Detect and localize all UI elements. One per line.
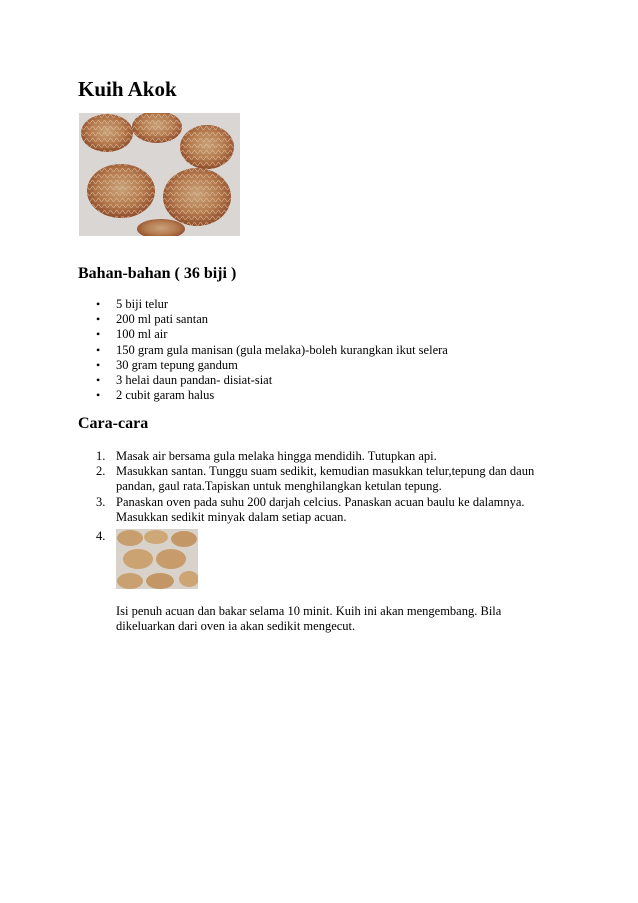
bullet: • [96,312,101,327]
method-heading: Cara-cara [78,415,149,432]
list-item [0,343,448,358]
step-text-line: dikeluarkan dari oven ia akan sedikit mengecut. [116,619,356,634]
step-item [0,464,560,494]
baking-photo [116,529,198,589]
bullet: • [96,373,101,388]
ingredient-text: 150 gram gula manisan (gula melaka)-boleh kurangkan ikut selera [116,342,448,357]
step-number: 1. [96,449,106,463]
step-text: Masak air bersama gula melaka hingga mendidih. Tutupkan api. [116,449,437,463]
ingredient-text: 3 helai daun pandan- disiat-siat [116,373,273,388]
ingredient-text: 5 biji telur [116,297,169,311]
bullet: • [96,297,101,311]
step-text-line: pandan, gaul rata.Tapiskan untuk menghilangkan ketulan tepung. [116,479,442,494]
ingredient-text: 100 ml air [116,327,168,342]
kuih-akok-photo [79,113,240,236]
bullet: • [96,327,101,342]
ingredient-text: 200 ml pati santan [116,312,208,327]
ingredient-text: 2 cubit garam halus [116,388,215,403]
bullet: • [96,357,101,372]
page-title: Kuih Akok [78,77,177,101]
list-item [0,373,448,388]
list-item [0,312,448,327]
step-text-line: Masukkan sedikit minyak dalam setiap acuan. [116,509,347,524]
list-item [0,388,448,403]
list-item [0,358,448,373]
step-text-line: Panaskan oven pada suhu 200 darjah celcius. Panaskan acuan baulu ke dalamnya. [116,494,525,509]
ingredient-text: 30 gram tepung gandum [116,357,238,372]
step-item [0,449,560,464]
step-number: 2. [96,464,106,479]
ingredients-heading: Bahan-bahan ( 36 biji ) [78,265,237,282]
list-item [0,297,448,312]
step-item [0,495,560,525]
step-number: 3. [96,494,106,509]
step-item [0,529,560,634]
list-item [0,327,448,342]
step-number: 4. [96,529,106,544]
bullet: • [96,388,101,403]
ingredients-list [0,297,448,403]
step-text-block [116,604,560,634]
step-text-line: Isi penuh acuan dan bakar selama 10 minit. Kuih ini akan mengembang. Bila [116,604,502,619]
method-steps [0,449,560,634]
bullet: • [96,342,101,357]
step-text-line: Masukkan santan. Tunggu suam sedikit, kemudian masukkan telur,tepung dan daun [116,464,535,479]
